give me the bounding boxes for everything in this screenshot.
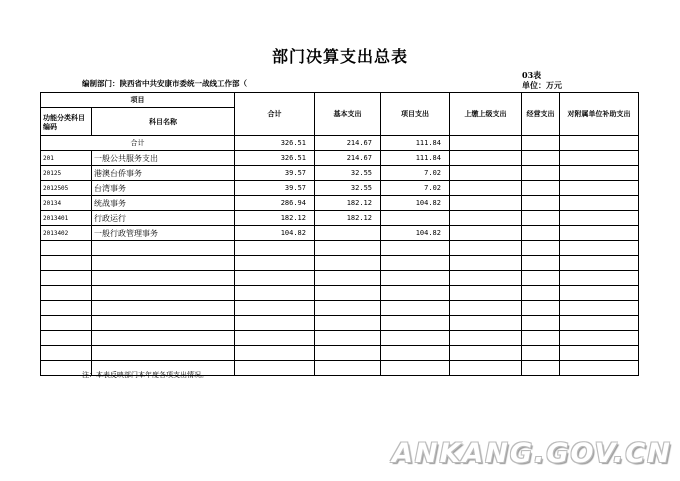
cell-total <box>235 241 315 256</box>
cell-upper <box>450 256 522 271</box>
cell-subsidy <box>560 301 639 316</box>
cell-name: 统战事务 <box>92 196 235 211</box>
table-row <box>41 316 639 331</box>
cell-subsidy <box>560 181 639 196</box>
cell-total: 326.51 <box>235 136 315 151</box>
table-body <box>41 136 639 376</box>
cell-basic: 214.67 <box>315 136 381 151</box>
table-row <box>41 271 639 286</box>
cell-code: 20125 <box>41 166 92 181</box>
cell-upper <box>450 166 522 181</box>
header-code: 功能分类科目编码 <box>41 108 92 136</box>
cell-subsidy <box>560 271 639 286</box>
cell-code <box>41 316 92 331</box>
cell-total: 182.12 <box>235 211 315 226</box>
table-row <box>41 286 639 301</box>
cell-name <box>92 316 235 331</box>
cell-upper <box>450 211 522 226</box>
cell-code <box>41 301 92 316</box>
cell-project <box>381 346 450 361</box>
cell-project: 104.82 <box>381 196 450 211</box>
table-row <box>41 211 639 226</box>
cell-project <box>381 316 450 331</box>
cell-basic <box>315 346 381 361</box>
cell-name: 台湾事务 <box>92 181 235 196</box>
cell-basic <box>315 271 381 286</box>
cell-name <box>92 301 235 316</box>
cell-basic: 32.55 <box>315 181 381 196</box>
header-basic: 基本支出 <box>315 93 381 136</box>
cell-project: 7.02 <box>381 166 450 181</box>
total-label: 合计 <box>41 136 235 151</box>
unit-label: 单位：万元 <box>522 80 562 90</box>
header-item-group: 项目 <box>41 93 235 108</box>
cell-business <box>522 241 560 256</box>
cell-total <box>235 316 315 331</box>
cell-subsidy <box>560 331 639 346</box>
watermark-logo: ANKANG.GOV.CN <box>392 438 672 469</box>
table-row <box>41 256 639 271</box>
table-number: 03表 <box>522 70 542 80</box>
cell-business <box>522 331 560 346</box>
cell-code: 2013402 <box>41 226 92 241</box>
cell-basic: 32.55 <box>315 166 381 181</box>
cell-subsidy <box>560 286 639 301</box>
header-business: 经营支出 <box>522 93 560 136</box>
cell-subsidy <box>560 151 639 166</box>
cell-project <box>381 211 450 226</box>
cell-basic <box>315 241 381 256</box>
cell-total: 104.82 <box>235 226 315 241</box>
cell-business <box>522 151 560 166</box>
cell-business <box>522 286 560 301</box>
cell-business <box>522 166 560 181</box>
cell-subsidy <box>560 316 639 331</box>
cell-project <box>381 361 450 376</box>
cell-name: 港澳台侨事务 <box>92 166 235 181</box>
cell-business <box>522 196 560 211</box>
cell-code: 2013401 <box>41 211 92 226</box>
cell-name <box>92 286 235 301</box>
cell-basic <box>315 301 381 316</box>
cell-upper <box>450 271 522 286</box>
cell-business <box>522 256 560 271</box>
cell-code <box>41 286 92 301</box>
cell-business <box>522 136 560 151</box>
cell-upper <box>450 196 522 211</box>
header-name: 科目名称 <box>92 108 235 136</box>
cell-total <box>235 301 315 316</box>
cell-subsidy <box>560 346 639 361</box>
table-row <box>41 301 639 316</box>
header-upper: 上缴上级支出 <box>450 93 522 136</box>
cell-upper <box>450 361 522 376</box>
cell-basic <box>315 331 381 346</box>
cell-project <box>381 256 450 271</box>
cell-basic: 182.12 <box>315 211 381 226</box>
cell-project <box>381 286 450 301</box>
cell-upper <box>450 181 522 196</box>
total-row <box>41 136 639 151</box>
cell-total: 326.51 <box>235 151 315 166</box>
cell-total <box>235 331 315 346</box>
cell-code: 201 <box>41 151 92 166</box>
header-project: 项目支出 <box>381 93 450 136</box>
cell-business <box>522 271 560 286</box>
table-row <box>41 346 639 361</box>
cell-total: 286.94 <box>235 196 315 211</box>
table-row <box>41 331 639 346</box>
cell-subsidy <box>560 166 639 181</box>
cell-code <box>41 271 92 286</box>
cell-business <box>522 361 560 376</box>
cell-name: 一般公共服务支出 <box>92 151 235 166</box>
cell-total <box>235 346 315 361</box>
cell-total <box>235 286 315 301</box>
cell-business <box>522 226 560 241</box>
cell-project <box>381 331 450 346</box>
cell-total <box>235 271 315 286</box>
department-label: 编制部门：陕西省中共安康市委统一战线工作部（ <box>82 79 247 88</box>
cell-name <box>92 241 235 256</box>
cell-basic <box>315 226 381 241</box>
cell-upper <box>450 241 522 256</box>
cell-upper <box>450 346 522 361</box>
cell-total: 39.57 <box>235 181 315 196</box>
cell-code <box>41 256 92 271</box>
table-row <box>41 226 639 241</box>
cell-upper <box>450 286 522 301</box>
cell-basic <box>315 316 381 331</box>
cell-business <box>522 211 560 226</box>
cell-basic: 214.67 <box>315 151 381 166</box>
cell-project: 111.84 <box>381 151 450 166</box>
expenditure-table <box>40 92 639 376</box>
cell-code <box>41 346 92 361</box>
cell-name <box>92 346 235 361</box>
cell-business <box>522 301 560 316</box>
cell-project: 104.82 <box>381 226 450 241</box>
cell-basic <box>315 361 381 376</box>
cell-code <box>41 241 92 256</box>
page-title: 部门决算支出总表 <box>271 47 408 66</box>
table-row <box>41 241 639 256</box>
table-row <box>41 166 639 181</box>
cell-total <box>235 256 315 271</box>
cell-upper <box>450 151 522 166</box>
cell-total <box>235 361 315 376</box>
cell-basic <box>315 256 381 271</box>
cell-basic: 182.12 <box>315 196 381 211</box>
cell-basic <box>315 286 381 301</box>
header-subsidy: 对附属单位补助支出 <box>560 93 639 136</box>
table-row <box>41 181 639 196</box>
cell-subsidy <box>560 226 639 241</box>
cell-project: 111.84 <box>381 136 450 151</box>
cell-project <box>381 241 450 256</box>
table-row <box>41 151 639 166</box>
cell-code <box>41 331 92 346</box>
cell-upper <box>450 226 522 241</box>
cell-subsidy <box>560 241 639 256</box>
cell-name <box>92 331 235 346</box>
cell-project: 7.02 <box>381 181 450 196</box>
cell-project <box>381 301 450 316</box>
table-row <box>41 196 639 211</box>
cell-upper <box>450 316 522 331</box>
cell-name <box>92 256 235 271</box>
header-total: 合计 <box>235 93 315 136</box>
cell-business <box>522 346 560 361</box>
cell-name: 一般行政管理事务 <box>92 226 235 241</box>
cell-subsidy <box>560 361 639 376</box>
cell-subsidy <box>560 256 639 271</box>
cell-code: 2012505 <box>41 181 92 196</box>
cell-business <box>522 181 560 196</box>
table-meta <box>522 70 562 90</box>
cell-project <box>381 271 450 286</box>
cell-subsidy <box>560 211 639 226</box>
cell-subsidy <box>560 196 639 211</box>
footnote: 注：本表反映部门本年度各项支出情况。 <box>82 371 208 379</box>
cell-upper <box>450 301 522 316</box>
cell-code: 20134 <box>41 196 92 211</box>
cell-name <box>92 271 235 286</box>
cell-total: 39.57 <box>235 166 315 181</box>
cell-upper <box>450 331 522 346</box>
cell-business <box>522 316 560 331</box>
cell-subsidy <box>560 136 639 151</box>
cell-upper <box>450 136 522 151</box>
cell-name: 行政运行 <box>92 211 235 226</box>
